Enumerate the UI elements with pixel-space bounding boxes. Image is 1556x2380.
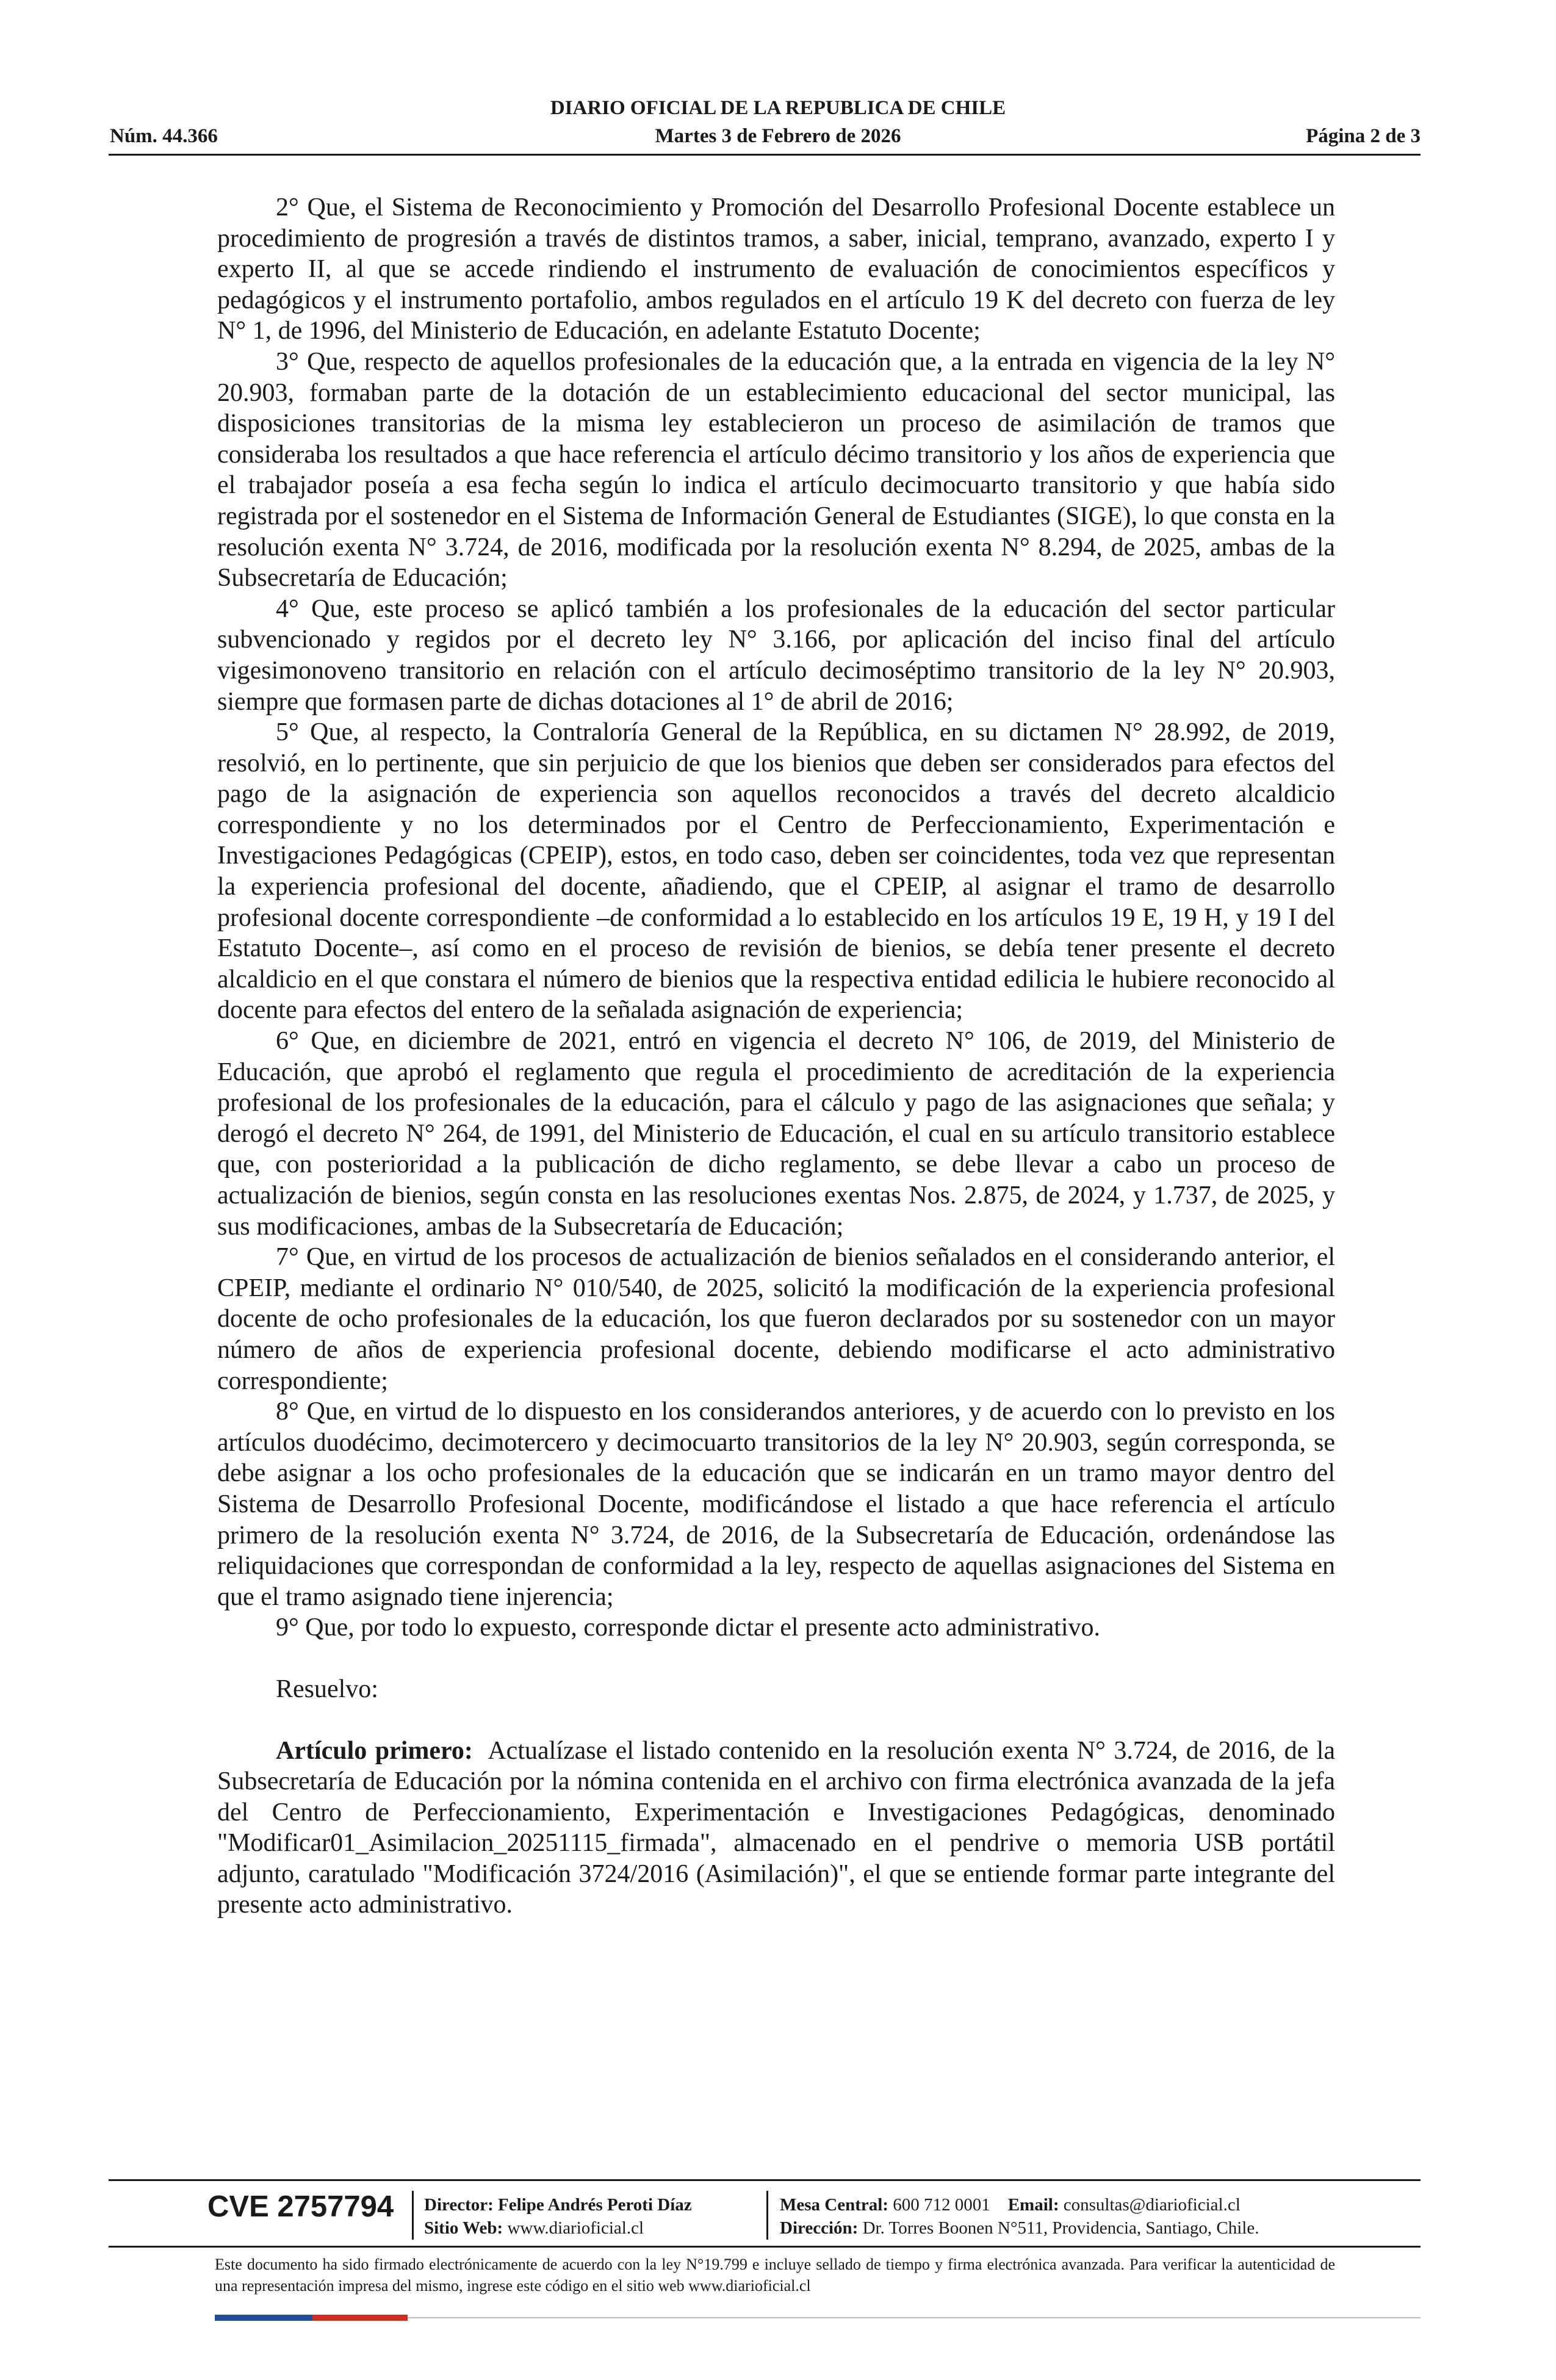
page-indicator: Página 2 de 3 — [1306, 125, 1421, 147]
footer-address: Dirección: Dr. Torres Boonen N°511, Providencia, Santiago, Chile. — [780, 2218, 1259, 2238]
flag-bar-blue — [215, 2315, 312, 2321]
paragraph-6: 6° Que, en diciembre de 2021, entró en vigencia el decreto N° 106, de 2019, del Ministerio de Educación, que aprobó el reglamento que regula el procedimiento de acreditación de la experiencia profesional de los profesionales de la educación, para el cálculo y pago de las asignaciones que señala; y derogó el decreto N° 264, de 1991, del Ministerio de Educación, el cual en su artículo transitorio establece que, con posterioridad a la publicación de dicho reglamento, se debe llevar a cabo un proceso de actualización de bienios, según consta en las resoluciones exentas Nos. 2.875, de 2024, y 1.737, de 2025, y sus modificaciones, ambas de la Subsecretaría de Educación; — [217, 1027, 1335, 1241]
signature-notice: Este documento ha sido firmado electrónicamente de acuerdo con la ley N°19.799 e incluye sellado de tiempo y firma electrónica avanzada. Para verificar la autenticidad de una representación impresa del mismo, ingrese este código en el sitio web www.diarioficial.cl — [215, 2256, 1335, 2295]
email-link[interactable]: consultas@diarioficial.cl — [1063, 2195, 1241, 2215]
footer-contact-block — [780, 2193, 1259, 2240]
issue-date: Martes 3 de Febrero de 2026 — [655, 125, 901, 147]
journal-title: DIARIO OFICIAL DE LA REPUBLICA DE CHILE — [550, 97, 1006, 119]
cve-code: CVE 2757794 — [207, 2190, 394, 2223]
header-rule — [109, 154, 1421, 156]
paragraph-8: 8° Que, en virtud de lo dispuesto en los considerandos anteriores, y de acuerdo con lo previsto en los artículos duodécimo, decimotercero y decimocuarto transitorios de la ley N° 20.903, según corresponda, se debe asignar a los ocho profesionales de la educación que se indicarán en un tramo mayor dentro del Sistema de Desarrollo Profesional Docente, modificándose el listado a que hace referencia el artículo primero de la resolución exenta N° 3.724, de 2016, de la Subsecretaría de Educación, ordenándose las reliquidaciones que correspondan de conformidad a la ley, respecto de aquellas asignaciones del Sistema en que el tramo asignado tiene injerencia; — [217, 1397, 1335, 1611]
paragraph-4: 4° Que, este proceso se aplicó también a los profesionales de la educación del sector particular subvencionado y regidos por el decreto ley N° 3.166, por aplicación del inciso final del artículo vigesimonoveno transitorio en relación con el artículo decimoséptimo transitorio de la ley N° 20.903, siempre que formasen parte de dichas dotaciones al 1° de abril de 2016; — [217, 594, 1335, 716]
footer-top-rule — [109, 2179, 1421, 2181]
article-text: Actualízase el listado contenido en la resolución exenta N° 3.724, de 2016, de la Subsecretaría de Educación por la nómina contenida en el archivo con firma electrónica avanzada de la jefa del Centro de Perfeccionamiento, Experimentación e Investigaciones Pedagógicas, denominado "Modificar01_Asimilacion_20251115_firmada", almacenado en el pendrive o memoria USB portátil adjunto, caratulado "Modificación 3724/2016 (Asimilación)", el que se entiende formar parte integrante del presente acto administrativo. — [217, 1736, 1335, 1919]
footer-site: Sitio Web: www.diarioficial.cl — [424, 2218, 644, 2238]
footer-director-block — [424, 2193, 692, 2240]
article-first — [217, 1736, 1335, 1921]
site-link[interactable]: www.diarioficial.cl — [507, 2218, 644, 2238]
footer-contact: Mesa Central: 600 712 0001 Email: consultas@diarioficial.cl — [780, 2195, 1241, 2215]
flag-bar-red — [312, 2315, 408, 2321]
footer-director: Director: Felipe Andrés Peroti Díaz — [424, 2195, 692, 2215]
paragraph-2: 2° Que, el Sistema de Reconocimiento y Promoción del Desarrollo Profesional Docente establece un procedimiento de progresión a través de distintos tramos, a saber, inicial, temprano, avanzado, experto I y experto II, al que se accede rindiendo el instrumento de evaluación de conocimientos específicos y pedagógicos y el instrumento portafolio, ambos regulados en el artículo 19 K del decreto con fuerza de ley N° 1, de 1996, del Ministerio de Educación, en adelante Estatuto Docente; — [217, 193, 1335, 345]
paragraph-3: 3° Que, respecto de aquellos profesionales de la educación que, a la entrada en vigencia de la ley N° 20.903, formaban parte de la dotación de un establecimiento educacional del sector municipal, las disposiciones transitorias de la misma ley establecieron un proceso de asimilación de tramos que consideraba los resultados a que hace referencia el artículo décimo transitorio y los años de experiencia que el trabajador poseía a esa fecha según lo indica el artículo decimocuarto transitorio y que había sido registrada por el sostenedor en el Sistema de Información General de Estudiantes (SIGE), lo que consta en la resolución exenta N° 3.724, de 2016, modificada por la resolución exenta N° 8.294, de 2025, ambas de la Subsecretaría de Educación; — [217, 347, 1335, 593]
resuelvo-heading: Resuelvo: — [276, 1675, 378, 1703]
document-body — [217, 192, 1335, 1920]
paragraph-7: 7° Que, en virtud de los procesos de actualización de bienios señalados en el considerando anterior, el CPEIP, mediante el ordinario N° 010/540, de 2025, solicitó la modificación de la experiencia profesional docente de ocho profesionales de la educación, los que fueron declarados por su sostenedor con un mayor número de años de experiencia profesional docente, debiendo modificarse el acto administrativo correspondiente; — [217, 1243, 1335, 1395]
footer-middle-rule — [109, 2246, 1421, 2248]
footer-bottom-rule — [408, 2317, 1421, 2318]
issue-number: Núm. 44.366 — [110, 125, 218, 147]
article-label: Artículo primero: — [276, 1736, 473, 1765]
footer-separator — [412, 2191, 414, 2240]
paragraph-5: 5° Que, al respecto, la Contraloría General de la República, en su dictamen N° 28.992, de 2019, resolvió, en lo pertinente, que sin perjuicio de que los bienios que deben ser considerados para efectos del pago de la asignación de experiencia son aquellos reconocidos a través del decreto alcaldicio correspondiente y no los determinados por el Centro de Perfeccionamiento, Experimentación e Investigaciones Pedagógicas (CPEIP), estos, en todo caso, deben ser coincidentes, toda vez que representan la experiencia profesional del docente, añadiendo, que el CPEIP, al asignar el tramo de desarrollo profesional docente correspondiente –de conformidad a lo establecido en los artículos 19 E, 19 H, y 19 I del Estatuto Docente–, así como en el proceso de revisión de bienios, se debía tener presente el decreto alcaldicio en el que constara el número de bienios que la respectiva entidad edilicia le hubiere reconocido al docente para efectos del entero de la señalada asignación de experiencia; — [217, 718, 1335, 1025]
footer-separator-2 — [766, 2191, 768, 2240]
paragraph-9: 9° Que, por todo lo expuesto, corresponde dictar el presente acto administrativo. — [276, 1614, 1101, 1642]
